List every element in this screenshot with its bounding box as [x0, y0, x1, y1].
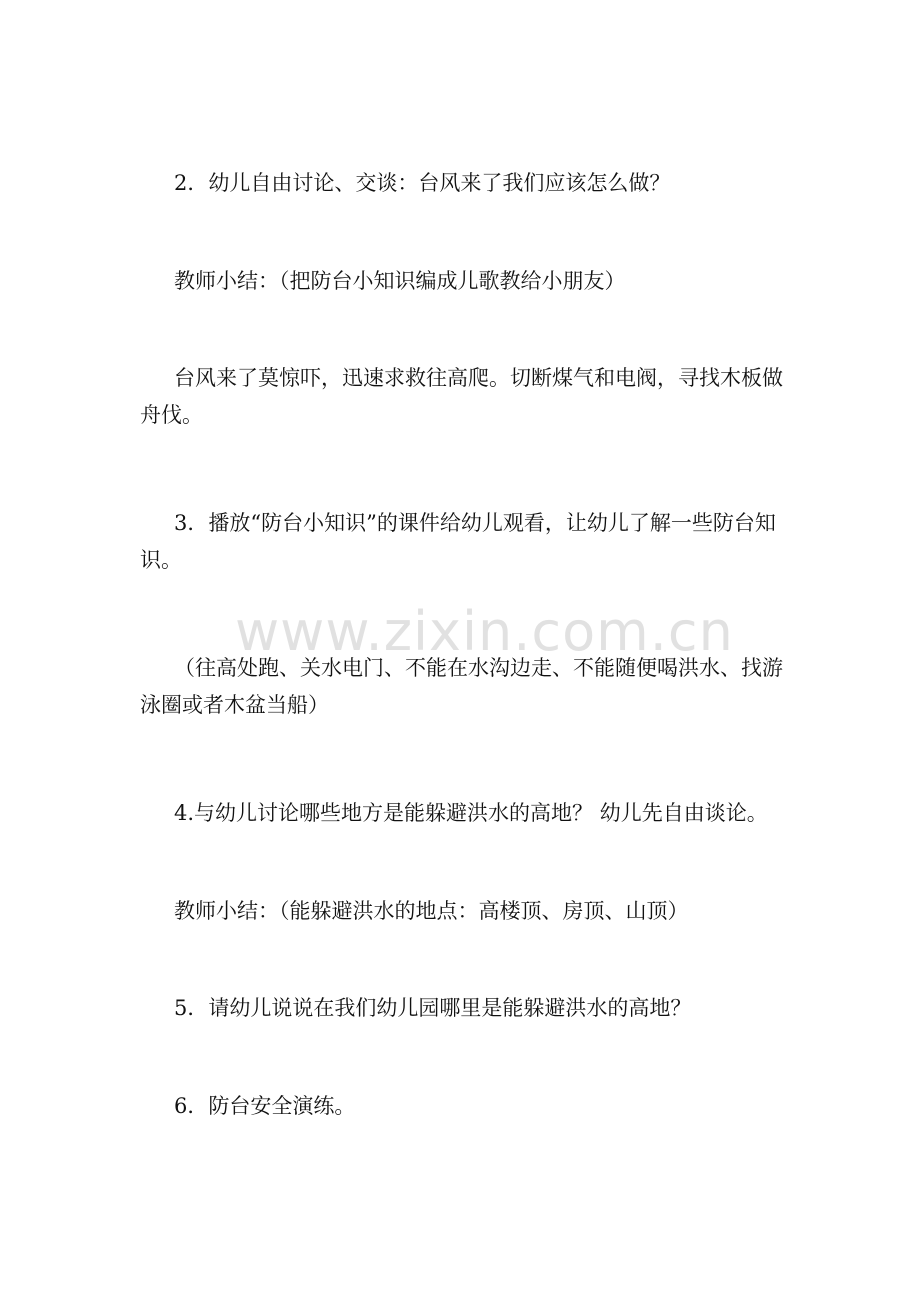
watermark-text: www.zixin.com.cn	[235, 600, 734, 663]
paragraph-step-3: 3．播放“防台小知识”的课件给幼儿观看，让幼儿了解一些防台知识。	[140, 511, 776, 572]
paragraph-step-4: 4.与幼儿讨论哪些地方是能躲避洪水的高地？ 幼儿先自由谈论。	[174, 801, 768, 825]
paragraph-step-6: 6．防台安全演练。	[174, 1094, 356, 1118]
paragraph-step-2: 2．幼儿自由讨论、交谈：台风来了我们应该怎么做？	[174, 171, 671, 195]
paragraph-teacher-summary-1: 教师小结：（把防台小知识编成儿歌教给小朋友）	[174, 269, 626, 293]
paragraph-step-5: 5．请幼儿说说在我们幼儿园哪里是能躲避洪水的高地？	[174, 996, 692, 1020]
paragraph-safety-tips: （往高处跑、关水电门、不能在水沟边走、不能随便喝洪水、找游泳圈或者木盆当船）	[140, 656, 783, 717]
paragraph-teacher-summary-2: 教师小结：（能躲避洪水的地点：高楼顶、房顶、山顶）	[174, 899, 689, 923]
paragraph-nursery-rhyme: 台风来了莫惊吓，迅速求救往高爬。切断煤气和电阀，寻找木板做舟伐。	[140, 366, 783, 427]
